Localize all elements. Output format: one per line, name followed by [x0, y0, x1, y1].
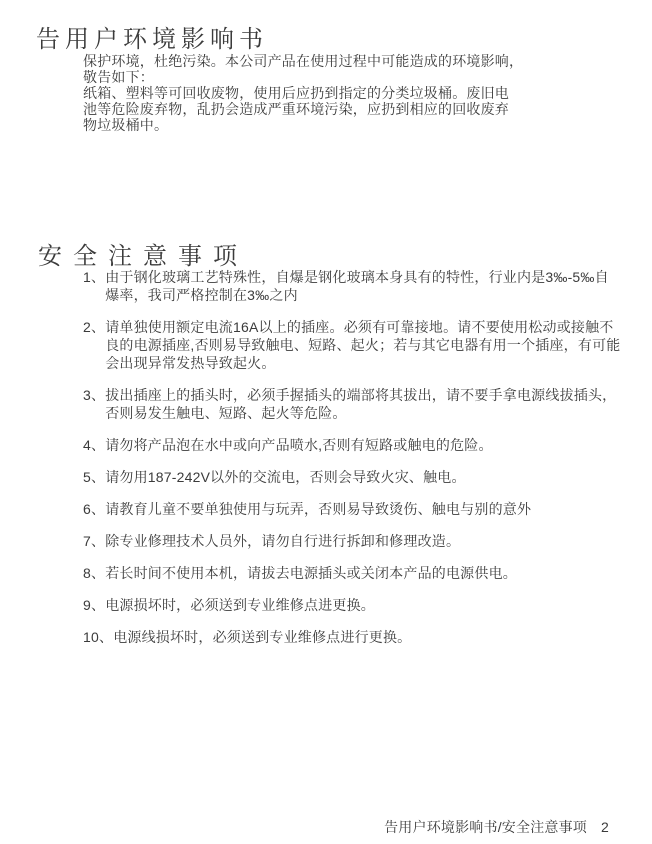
item-text: [105, 564, 517, 582]
item-number: 8、: [83, 565, 106, 581]
item-number: 1、: [83, 269, 106, 285]
item-text-line: 良的电源插座,否则易导致触电、短路、起火；若与其它电器有用一个插座，有可能: [105, 337, 621, 353]
item-text: [105, 436, 493, 454]
env-section-title: 告用户环境影响书: [36, 26, 268, 54]
item-text-line: 电源损坏时，必须送到专业维修点进更换。: [105, 597, 375, 613]
item-number: 2、: [83, 319, 106, 335]
item-text: [105, 318, 620, 372]
item-text-line: 会出现异常发热导致起火。: [105, 355, 276, 371]
item-text: [105, 468, 466, 486]
item-text-line: 由于钢化玻璃工艺特殊性，自爆是钢化玻璃本身具有的特性，行业内是3‰-5‰自: [105, 269, 609, 285]
env-paragraph: [83, 53, 523, 133]
list-item: [83, 532, 620, 550]
item-text-line: 否则易发生触电、短路、起火等危险。: [105, 405, 347, 421]
item-text: [105, 386, 616, 422]
item-text-line: 除专业修理技术人员外，请勿自行进行拆卸和修理改造。: [105, 533, 461, 549]
safety-section-title: 安全注意事项: [38, 243, 248, 271]
item-text: [105, 596, 375, 614]
item-text-line: 爆率，我司严格控制在3‰之内: [105, 287, 298, 303]
paragraph-line: 敬告如下：: [83, 69, 154, 85]
item-text: [105, 268, 609, 304]
item-number: 3、: [83, 387, 106, 403]
item-text: [105, 500, 531, 518]
item-text-line: 若长时间不使用本机，请拔去电源插头或关闭本产品的电源供电。: [105, 565, 517, 581]
list-item: [83, 268, 620, 304]
list-item: [83, 318, 620, 372]
item-text: [113, 628, 411, 646]
list-item: [83, 468, 620, 486]
item-text-line: 请勿用187-242V以外的交流电，否则会导致火灾、触电。: [105, 469, 466, 485]
item-number: 9、: [83, 597, 106, 613]
list-item: [83, 436, 620, 454]
item-number: 4、: [83, 437, 106, 453]
list-item: [83, 628, 620, 646]
item-text-line: 拔出插座上的插头时，必须手握插头的端部将其拔出，请不要手拿电源线拔插头，: [105, 387, 617, 403]
item-text-line: 请单独使用额定电流16A以上的插座。必须有可靠接地。请不要使用松动或接触不: [105, 319, 614, 335]
footer-section-label: 告用户环境影响书/安全注意事项: [384, 819, 587, 835]
item-number: 10、: [83, 629, 114, 645]
list-item: [83, 500, 620, 518]
item-text-line: 请教育儿童不要单独使用与玩弄，否则易导致烫伤、触电与别的意外: [105, 501, 532, 517]
item-text-line: 请勿将产品泡在水中或向产品喷水,否则有短路或触电的危险。: [105, 437, 493, 453]
item-text-line: 电源线损坏时，必须送到专业维修点进行更换。: [113, 629, 412, 645]
page-number: 2: [601, 819, 609, 835]
item-number: 6、: [83, 501, 106, 517]
item-number: 5、: [83, 469, 106, 485]
list-item: [83, 596, 620, 614]
paragraph-line: 纸箱、塑料等可回收废物，使用后应扔到指定的分类垃圾桶。废旧电: [83, 85, 509, 101]
list-item: [83, 564, 620, 582]
item-text: [105, 532, 460, 550]
paragraph-line: 保护环境，杜绝污染。本公司产品在使用过程中可能造成的环境影响，: [83, 53, 524, 69]
paragraph-line: 池等危险废弃物，乱扔会造成严重环境污染，应扔到相应的回收废弃: [83, 101, 509, 117]
list-item: [83, 386, 620, 422]
item-number: 7、: [83, 533, 106, 549]
page-footer: [384, 818, 609, 836]
paragraph-line: 物垃圾桶中。: [83, 117, 169, 133]
safety-list: [83, 268, 620, 660]
